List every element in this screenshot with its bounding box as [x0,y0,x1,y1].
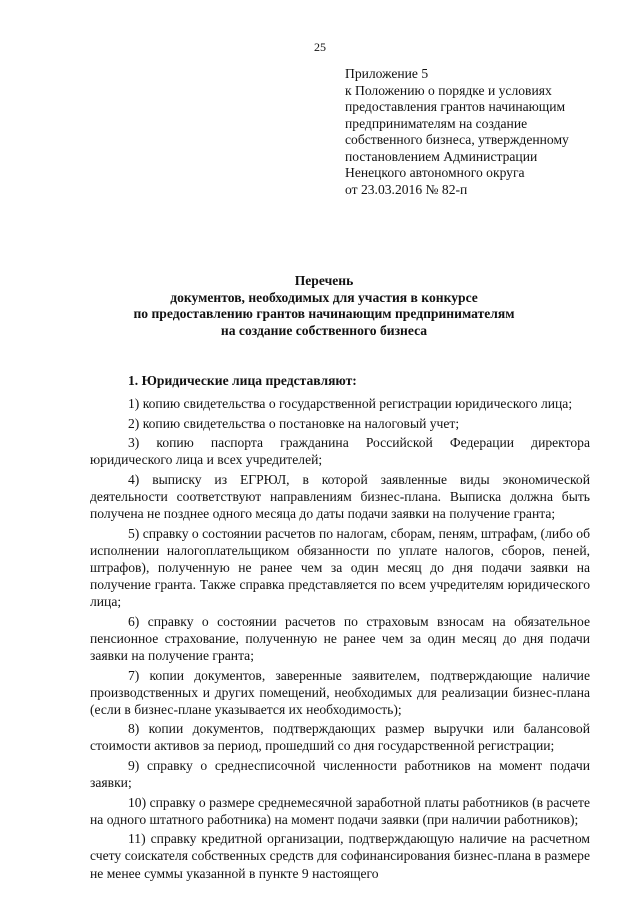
page-number: 25 [314,40,326,54]
document-title [60,273,588,339]
appendix-reference [345,66,605,198]
document-body [90,372,590,884]
title-line: на создание собственного бизнеса [220,322,428,338]
list-item: 9) справку о среднесписочной численности работников на момент подачи заявки; [90,757,590,791]
appendix-line: предпринимателям на создание [345,115,528,131]
appendix-line: предоставления грантов начинающим [345,99,566,114]
list-item: 5) справку о состоянии расчетов по налогам, сборам, пеням, штрафам, (либо об исполнении налогоплательщиком обязанности по уплате налогов, сборов, пеней, штрафов), полученную не ранее чем за один месяц до дня подачи заявки на получение гранта. Также справка представляется по всем учредителям юридического лица; [90,525,590,610]
title-line: документов, необходимых для участия в конкурсе [170,289,478,305]
section-heading: 1. Юридические лица представляют: [128,373,357,388]
list-item: 8) копии документов, подтверждающих размер выручки или балансовой стоимости активов за период, прошедший со дня государственной регистрации; [90,721,590,754]
appendix-line: от 23.03.2016 № 82-п [345,181,468,197]
appendix-line: к Положению о порядке и условиях [345,82,552,98]
list-item: 10) справку о размере среднемесячной заработной платы работников (в расчете на одного штатного работника) на момент подачи заявки (при наличии работников); [90,794,590,827]
list-item: 3) копию паспорта гражданина Российской Федерации директора юридического лица и всех учредителей; [90,435,590,468]
appendix-line: Приложение 5 [345,66,429,81]
appendix-line: собственного бизнеса, утвержденному [345,132,569,147]
title-line: по предоставлению грантов начинающим предпринимателям [133,306,515,321]
list-item: 6) справку о состоянии расчетов по страховым взносам на обязательное пенсионное страхование, полученную не ранее чем за один месяц до дня подачи заявки на получение гранта; [90,613,590,663]
title-line: Перечень [294,273,354,288]
list-item: 2) копию свидетельства о постановке на налоговый учет; [128,415,460,431]
list-item: 1) копию свидетельства о государственной регистрации юридического лица; [128,396,573,412]
appendix-line: постановлением Администрации [345,148,538,164]
list-item: 4) выписку из ЕГРЮЛ, в которой заявленные виды экономической деятельности соответствуют направлениям бизнес-плана. Выписка должна быть получена не позднее одного месяца до даты подачи заявки на получение гранта; [90,471,590,522]
list-item: 11) справку кредитной организации, подтверждающую наличие на расчетном счету соискателя собственных средств для софинансирования бизнес-плана в размере не менее суммы указанной в пункте 9 настоящего [90,831,590,881]
appendix-line: Ненецкого автономного округа [345,165,525,180]
list-item: 7) копии документов, заверенные заявителем, подтверждающие наличие производственных и других помещений, необходимых для реализации бизнес-плана (если в бизнес-плане указывается их необходимость); [90,667,590,717]
